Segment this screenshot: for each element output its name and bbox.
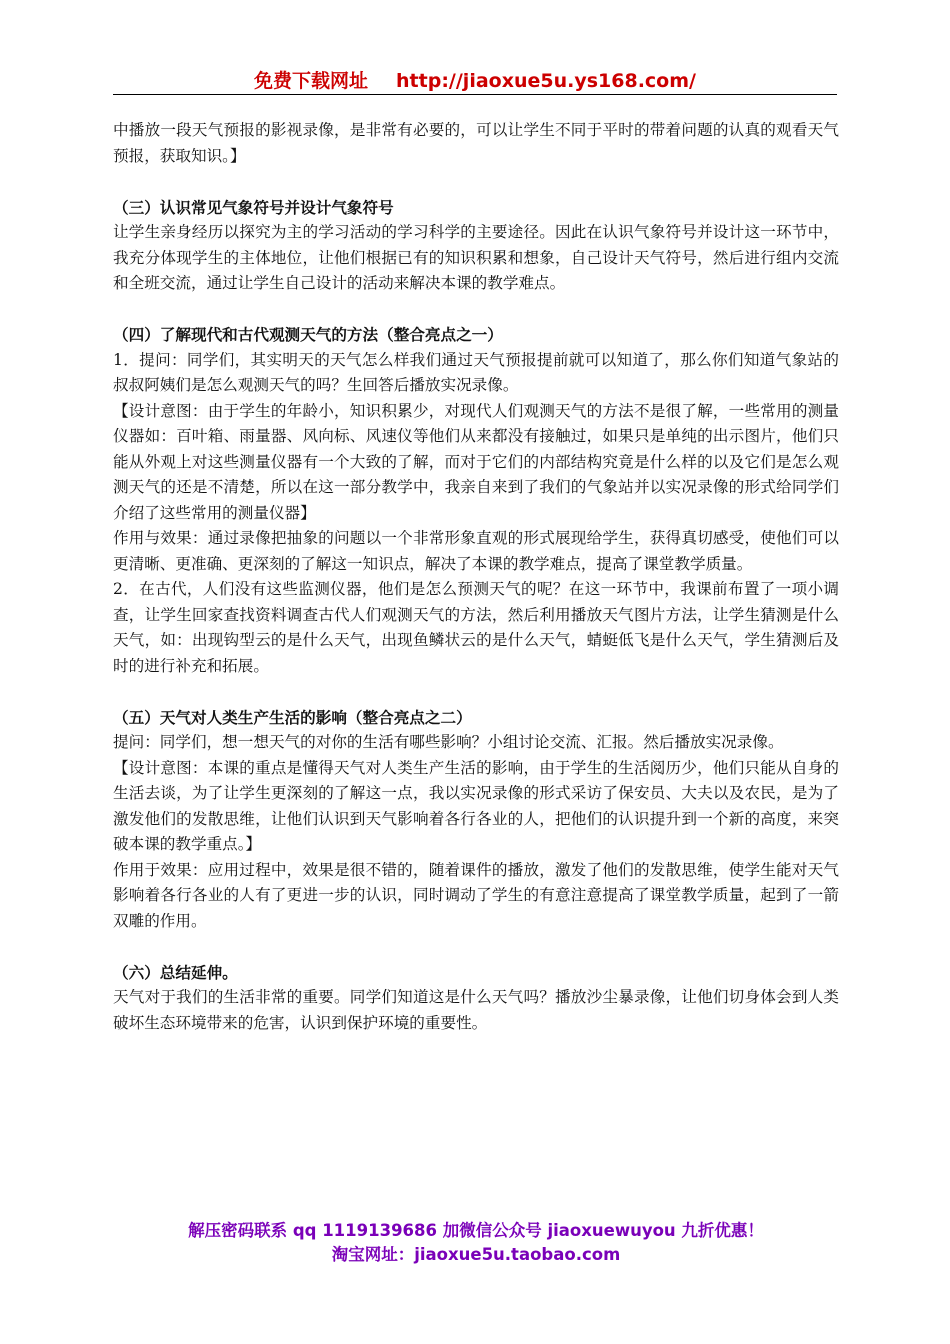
paragraph: 中播放一段天气预报的影视录像，是非常有必要的，可以让学生不同于平时的带着问题的认真的观看天气预报，获取知识。】 xyxy=(113,121,839,165)
page-footer xyxy=(113,1219,839,1267)
header-label: 免费下载网址 xyxy=(254,70,369,92)
paragraph: 【设计意图：由于学生的年龄小，知识积累少，对现代人们观测天气的方法不是很了解，一些常用的测量仪器如：百叶箱、雨量器、风向标、风速仪等他们从来都没有接触过，如果只是单纯的出示图片，他们只能从外观上对这些测量仪器有一个大致的了解，而对于它们的内部结构究竟是什么样的以及它们是怎么观测天气的还是不清楚，所以在这一部分教学中，我亲自来到了我们的气象站并以实况录像的形式给同学们介绍了这些常用的测量仪器】 xyxy=(113,401,839,522)
footer-taobao-link[interactable]: 淘宝网址：jiaoxue5u.taobao.com xyxy=(331,1245,621,1264)
section-heading: （三）认识常见气象符号并设计气象符号 xyxy=(113,197,394,217)
paragraph: 2．在古代，人们没有这些监测仪器，他们是怎么预测天气的呢？在这一环节中，我课前布置了一项小调查，让学生回家查找资料调查古代人们观测天气的方法，然后利用播放天气图片方法，让学生猜测是什么天气，如：出现钩型云的是什么天气，出现鱼鳞状云的是什么天气，蜻蜓低飞是什么天气，学生猜测后及时的进行补充和拓展。 xyxy=(113,580,839,675)
section-heading: （五）天气对人类生产生活的影响（整合亮点之二） xyxy=(113,707,472,727)
section-heading: （六）总结延伸。 xyxy=(113,962,238,982)
paragraph: 1．提问：同学们，其实明天的天气怎么样我们通过天气预报提前就可以知道了，那么你们知道气象站的叔叔阿姨们是怎么观测天气的吗？生回答后播放实况录像。 xyxy=(113,350,839,394)
header-url[interactable]: http://jiaoxue5u.ys168.com/ xyxy=(396,70,696,92)
page-header xyxy=(113,66,837,95)
paragraph: 作用与效果：通过录像把抽象的问题以一个非常形象直观的形式展现给学生，获得真切感受，使他们可以更清晰、更准确、更深刻的了解这一知识点，解决了本课的教学难点，提高了课堂教学质量。 xyxy=(113,529,839,573)
document-body xyxy=(113,118,839,1036)
paragraph: 提问：同学们，想一想天气的对你的生活有哪些影响？小组讨论交流、汇报。然后播放实况录像。 xyxy=(113,733,784,751)
paragraph: 作用于效果：应用过程中，效果是很不错的，随着课件的播放，激发了他们的发散思维，使学生能对天气影响着各行各业的人有了更进一步的认识，同时调动了学生的有意注意提高了课堂教学质量，起到了一箭双雕的作用。 xyxy=(113,860,839,930)
section-heading: （四）了解现代和古代观测天气的方法（整合亮点之一） xyxy=(113,325,503,344)
paragraph: 让学生亲身经历以探究为主的学习活动的学习科学的主要途径。因此在认识气象符号并设计这一环节中，我充分体现学生的主体地位，让他们根据已有的知识积累和想象，自己设计天气符号，然后进行组内交流和全班交流，通过让学生自己设计的活动来解决本课的教学难点。 xyxy=(113,223,839,292)
paragraph: 【设计意图：本课的重点是懂得天气对人类生产生活的影响，由于学生的生活阅历少，他们只能从自身的生活去谈，为了让学生更深刻的了解这一点，我以实况录像的形式采访了保安员、大夫以及农民，是为了激发他们的发散思维，让他们认识到天气影响着各行各业的人，把他们的认识提升到一个新的高度，来突破本课的教学重点。】 xyxy=(113,758,839,853)
paragraph: 天气对于我们的生活非常的重要。同学们知道这是什么天气吗？播放沙尘暴录像，让他们切身体会到人类破坏生态环境带来的危害，认识到保护环境的重要性。 xyxy=(113,988,839,1032)
footer-contact: 解压密码联系 qq 1119139686 加微信公众号 jiaoxuewuyou 九折优惠！ xyxy=(188,1221,764,1240)
